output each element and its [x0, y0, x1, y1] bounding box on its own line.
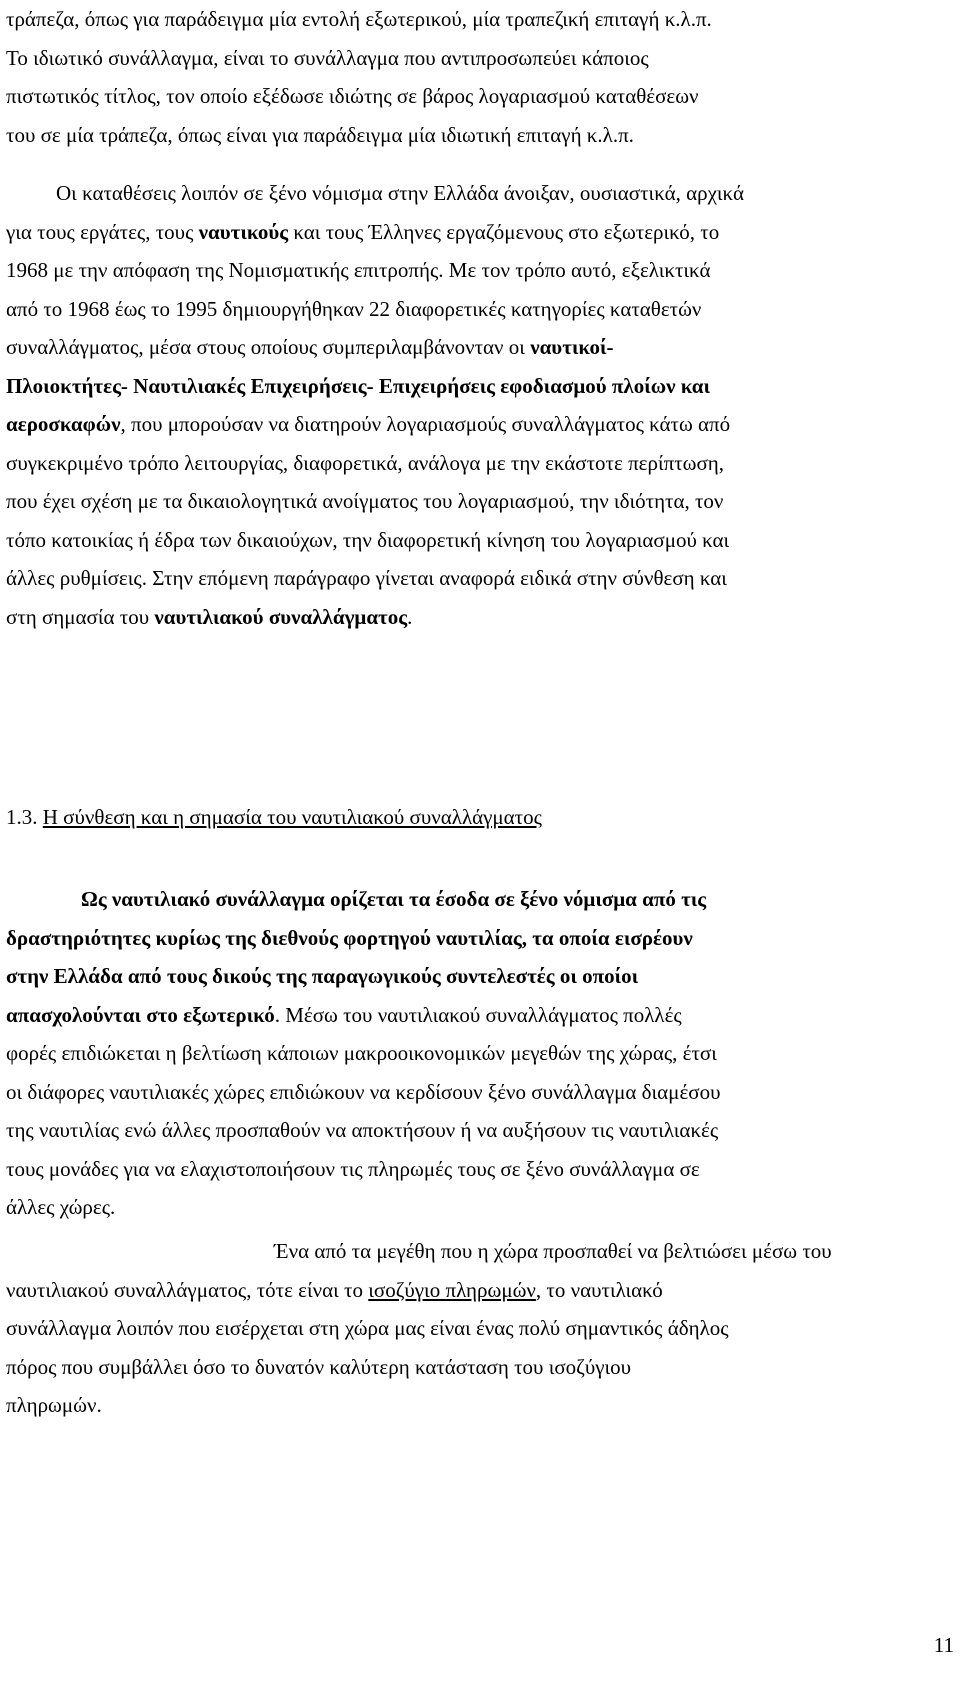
text-span: της ναυτιλίας ενώ άλλες προσπαθούν να αποκτήσουν ή να αυξήσουν τις ναυτιλιακές: [6, 1118, 719, 1142]
text-span: στη σημασία του: [6, 604, 155, 629]
text-span: του σε μία τράπεζα, όπως είναι για παράδειγμα μία ιδιωτική επιταγή κ.λ.π.: [6, 122, 634, 147]
text-span: για τους εργάτες, τους: [6, 219, 199, 244]
page-number: 11: [933, 1633, 954, 1657]
text-span: Οι καταθέσεις λοιπόν σε ξένο νόμισμα στην Ελλάδα άνοιξαν, ουσιαστικά, αρχικά: [56, 181, 744, 205]
text-line: [6, 213, 946, 252]
paragraph-3: [6, 880, 946, 1227]
text-line: [6, 1188, 946, 1227]
text-line: [6, 1034, 946, 1073]
text-line: [6, 405, 946, 444]
text-span: πιστωτικός τίτλος, τον οποίο εξέδωσε ιδιώτης σε βάρος λογαριασμού καταθέσεων: [6, 84, 699, 108]
text-span: συνάλλαγμα λοιπόν που εισέρχεται στη χώρα μας είναι ένας πολύ σημαντικός άδηλος: [6, 1316, 729, 1340]
text-line: [6, 1111, 946, 1150]
bold-term: Πλοιοκτήτες- Ναυτιλιακές Επιχειρήσεις- Επιχειρήσεις εφοδιασμού πλοίων και: [6, 373, 710, 398]
underlined-term: ισοζύγιο πληρωμών: [368, 1277, 536, 1302]
bold-term: δραστηριότητες κυρίως της διεθνούς φορτηγού ναυτιλίας, τα οποία εισρέουν: [6, 925, 693, 950]
paragraph-1: [6, 0, 946, 154]
bold-term: ναυτικούς: [198, 219, 289, 244]
text-span: συγκεκριμένο τρόπο λειτουργίας, διαφορετικά, ανάλογα με την εκάστοτε περίπτωση,: [6, 450, 725, 475]
paragraph-4: [6, 1232, 946, 1425]
text-line: [6, 1073, 946, 1112]
text-span: Ένα από τα μεγέθη που η χώρα προσπαθεί να βελτιώσει μέσω του: [274, 1239, 832, 1263]
text-line: [6, 39, 946, 78]
text-span: άλλες ρυθμίσεις. Στην επόμενη παράγραφο γίνεται αναφορά ειδικά στην σύνθεση και: [6, 566, 727, 590]
text-line: [6, 957, 946, 996]
text-line: [6, 1386, 946, 1425]
text-span: Το ιδιωτικό συνάλλαγμα, είναι το συνάλλαγμα που αντιπροσωπεύει κάποιος: [6, 45, 649, 70]
bold-term: ναυτιλιακού συναλλάγματος: [154, 604, 408, 629]
text-line: [6, 328, 946, 367]
paragraph-2: [6, 174, 946, 636]
text-line: [6, 116, 946, 155]
text-line: [6, 919, 946, 958]
text-line: [6, 1271, 946, 1310]
text-span: άλλες χώρες.: [6, 1195, 116, 1219]
text-span: που έχει σχέση με τα δικαιολογητικά ανοίγματος του λογαριασμού, την ιδιότητα, τον: [6, 489, 724, 513]
bold-term: ναυτικοί-: [530, 335, 614, 359]
text-line: [6, 444, 946, 483]
text-line: [6, 996, 946, 1035]
text-span: τους μονάδες για να ελαχιστοποιήσουν τις πληρωμές τους σε ξένο συνάλλαγμα σε: [6, 1156, 700, 1181]
bold-term: στην Ελλάδα από τους δικούς της παραγωγικούς συντελεστές οι οποίοι: [6, 964, 639, 988]
text-span: συναλλάγματος, μέσα στους οποίους συμπεριλαμβάνονταν οι: [6, 335, 531, 359]
text-line: [6, 880, 946, 919]
text-span: 1968 με την απόφαση της Νομισματικής επιτροπής. Με τον τρόπο αυτό, εξελικτικά: [6, 258, 711, 282]
text-line: [6, 174, 946, 213]
text-line: [6, 1150, 946, 1189]
text-line: [6, 521, 946, 560]
bold-term: απασχολούνται στο εξωτερικό: [6, 1002, 275, 1027]
text-line: [6, 1348, 946, 1387]
text-line: [6, 251, 946, 290]
text-line: [6, 598, 946, 637]
text-span: τόπο κατοικίας ή έδρα των δικαιούχων, την διαφορετική κίνηση του λογαριασμού και: [6, 527, 730, 552]
text-span: τράπεζα, όπως για παράδειγμα μία εντολή εξωτερικού, μία τραπεζική επιταγή κ.λ.π.: [6, 7, 712, 31]
text-line: [6, 290, 946, 329]
text-line: [6, 1232, 946, 1271]
text-span: .: [407, 604, 413, 629]
section-title: Η σύνθεση και η σημασία του ναυτιλιακού συναλλάγματος: [42, 805, 542, 829]
text-span: πόρος που συμβάλλει όσο το δυνατόν καλύτερη κατάσταση του ισοζύγιου: [6, 1354, 632, 1379]
text-line: [6, 77, 946, 116]
text-line: [6, 559, 946, 598]
text-span: οι διάφορες ναυτιλιακές χώρες επιδιώκουν να κερδίσουν ξένο συνάλλαγμα διαμέσου: [6, 1079, 721, 1104]
text-span: , το ναυτιλιακό: [535, 1277, 663, 1302]
text-span: πληρωμών.: [6, 1393, 102, 1417]
section-heading: [6, 798, 542, 836]
text-span: από το 1968 έως το 1995 δημιουργήθηκαν 22 διαφορετικές κατηγορίες καταθετών: [6, 296, 702, 321]
text-span: ναυτιλιακού συναλλάγματος, τότε είναι το: [6, 1277, 369, 1302]
text-span: . Μέσω του ναυτιλιακού συναλλάγματος πολλές: [274, 1002, 682, 1027]
section-number: 1.3.: [6, 805, 38, 829]
text-line: [6, 1309, 946, 1348]
bold-term: Ως ναυτιλιακό συνάλλαγμα ορίζεται τα έσοδα σε ξένο νόμισμα από τις: [81, 887, 707, 911]
text-line: [6, 482, 946, 521]
text-span: και τους Έλληνες εργαζόμενους στο εξωτερικό, το: [288, 219, 720, 244]
text-span: φορές επιδιώκεται η βελτίωση κάποιων μακροοικονομικών μεγεθών της χώρας, έτσι: [6, 1041, 717, 1065]
bold-term: αεροσκαφών: [6, 412, 121, 436]
text-line: [6, 0, 946, 39]
text-line: [6, 367, 946, 406]
text-span: , που μπορούσαν να διατηρούν λογαριασμούς συναλλάγματος κάτω από: [120, 412, 731, 436]
